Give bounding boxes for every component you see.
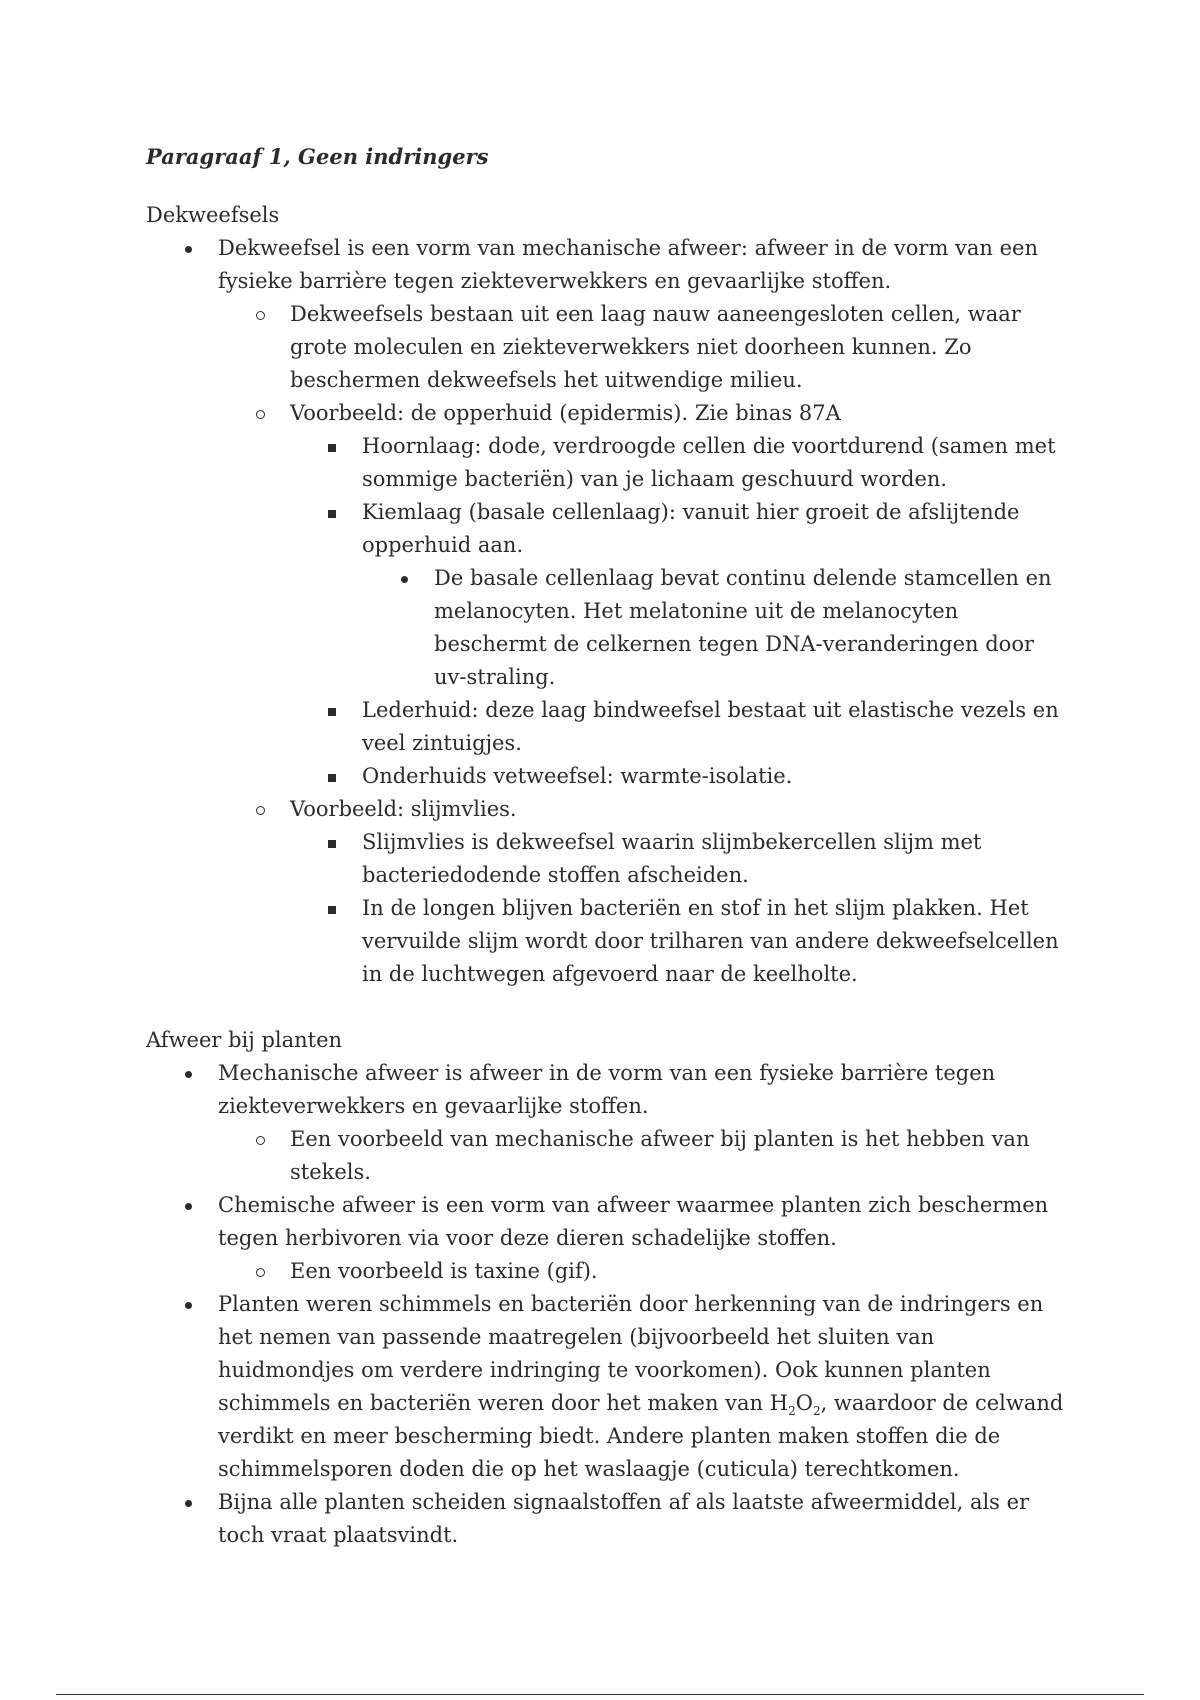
list-item: Dekweefsel is een vorm van mechanische afweer: afweer in de vorm van een fysieke barrière tegen ziekteverwekkers en gevaarlijke stoffen.	[146, 232, 1066, 298]
list-item: Mechanische afweer is afweer in de vorm van een fysieke barrière tegen ziekteverwekkers en gevaarlijke stoffen.	[146, 1057, 1066, 1123]
bullet-dot-icon	[180, 232, 196, 265]
list-item: Voorbeeld: de opperhuid (epidermis). Zie binas 87A	[146, 397, 1066, 430]
bullet-square-icon	[324, 892, 340, 925]
list-item: Dekweefsels bestaan uit een laag nauw aaneengesloten cellen, waar grote moleculen en ziekteverwekkers niet doorheen kunnen. Zo beschermen dekweefsels het uitwendige milieu.	[146, 298, 1066, 397]
list-item: In de longen blijven bacteriën en stof in het slijm plakken. Het vervuilde slijm wordt door trilharen van andere dekweefselcellen in de luchtwegen afgevoerd naar de keelholte.	[146, 892, 1066, 991]
bullet-list-dekweefsels	[146, 232, 1066, 991]
list-item: Onderhuids vetweefsel: warmte-isolatie.	[146, 760, 1066, 793]
section-heading-afweer-bij-planten: Afweer bij planten	[146, 1028, 343, 1052]
spacer	[146, 991, 1066, 1024]
bullet-circle-icon	[252, 1123, 268, 1156]
bullet-dot-icon	[180, 1189, 196, 1222]
list-item: Lederhuid: deze laag bindweefsel bestaat uit elastische vezels en veel zintuigjes.	[146, 694, 1066, 760]
list-item: Een voorbeeld van mechanische afweer bij planten is het hebben van stekels.	[146, 1123, 1066, 1189]
bullet-dot-icon	[180, 1057, 196, 1090]
list-item: Slijmvlies is dekweefsel waarin slijmbekercellen slijm met bacteriedodende stoffen afscheiden.	[146, 826, 1066, 892]
list-item: De basale cellenlaag bevat continu delende stamcellen en melanocyten. Het melatonine uit de melanocyten beschermt de celkernen tegen DNA-veranderingen door uv-straling.	[146, 562, 1066, 694]
list-item: Bijna alle planten scheiden signaalstoffen af als laatste afweermiddel, als er toch vraat plaatsvindt.	[146, 1486, 1066, 1552]
bullet-circle-icon	[252, 793, 268, 826]
page-title: Paragraaf 1, Geen indringers	[146, 144, 489, 169]
bullet-dot-icon	[180, 1288, 196, 1321]
bullet-square-icon	[324, 826, 340, 859]
bullet-list-afweer-bij-planten	[146, 1057, 1066, 1552]
document-page	[146, 140, 1066, 1552]
list-item: Voorbeeld: slijmvlies.	[146, 793, 1066, 826]
list-item: Chemische afweer is een vorm van afweer waarmee planten zich beschermen tegen herbivoren via voor deze dieren schadelijke stoffen.	[146, 1189, 1066, 1255]
bullet-circle-icon	[252, 298, 268, 331]
bullet-square-icon	[324, 430, 340, 463]
bullet-dot-icon	[180, 1486, 196, 1519]
list-item: Kiemlaag (basale cellenlaag): vanuit hier groeit de afslijtende opperhuid aan.	[146, 496, 1066, 562]
footer-rule	[56, 1694, 1144, 1695]
list-item: Planten weren schimmels en bacteriën door herkenning van de indringers en het nemen van passende maatregelen (bijvoorbeeld het sluiten van huidmondjes om verdere indringing te voorkomen). Ook kunnen planten schimmels en bacteriën weren door het maken van $H_2O_2$, waardoor de celwand verdikt en meer bescherming biedt. Andere planten maken stoffen die de schimmelsporen doden die op het waslaagje (cuticula) terechtkomen.	[146, 1288, 1066, 1486]
list-item: Een voorbeeld is taxine (gif).	[146, 1255, 1066, 1288]
section-heading-dekweefsels: Dekweefsels	[146, 203, 280, 227]
bullet-square-icon	[324, 760, 340, 793]
bullet-square-icon	[324, 496, 340, 529]
bullet-dot-icon	[396, 562, 412, 595]
bullet-square-icon	[324, 694, 340, 727]
list-item: Hoornlaag: dode, verdroogde cellen die voortdurend (samen met sommige bacteriën) van je lichaam geschuurd worden.	[146, 430, 1066, 496]
bullet-circle-icon	[252, 1255, 268, 1288]
bullet-circle-icon	[252, 397, 268, 430]
